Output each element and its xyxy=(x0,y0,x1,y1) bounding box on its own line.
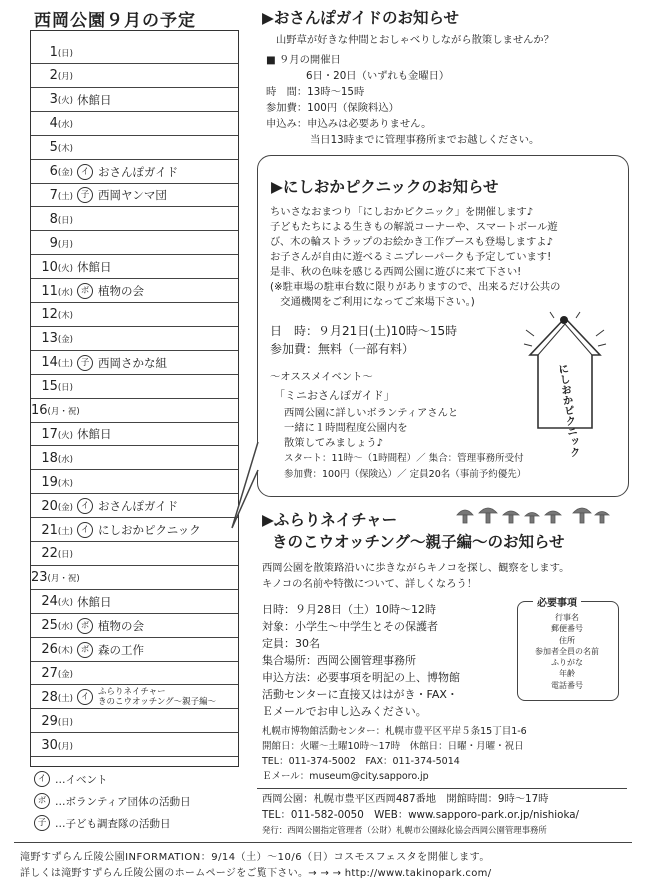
day-number: 2 xyxy=(49,68,58,84)
calendar-date xyxy=(31,475,73,490)
calendar-event xyxy=(77,618,144,634)
day-number: 17 xyxy=(41,426,58,442)
picnic-body xyxy=(270,205,560,310)
calendar-row xyxy=(31,639,238,662)
kinoko-method-3: Ｅメールでお申し込みください。 xyxy=(262,705,427,718)
picnic-fee: 参加費：無料（一部有料） xyxy=(270,342,415,356)
day-of-week: (木) xyxy=(57,144,73,155)
nishioka-contact: TEL：011-582-0050 WEB：www.sapporo-park.or.jp/nishioka/ xyxy=(262,809,580,821)
picnic-osusume: 〜オススメイベント〜 xyxy=(270,371,373,383)
calendar-row xyxy=(31,352,238,375)
kinoko-capacity: 定員：30名 xyxy=(262,637,320,650)
day-of-week: (火) xyxy=(57,598,73,609)
day-number: 11 xyxy=(41,283,58,299)
sanpo-apply: 申込み：申込みは必要ありません。 xyxy=(266,118,432,130)
calendar-event xyxy=(77,522,201,538)
calendar-row xyxy=(31,137,238,160)
legend-badge: 子 xyxy=(34,815,50,831)
day-of-week: (水) xyxy=(57,120,73,131)
calendar-event xyxy=(77,498,178,514)
picnic-body-line: (※駐車場の駐車台数に限りがありますので、出来るだけ公共の xyxy=(270,281,561,293)
picnic-mini-fee: 参加費：100円（保険込）／ 定員20名（事前予約優先） xyxy=(284,469,527,480)
calendar-row xyxy=(31,161,238,184)
event-label: 休館日 xyxy=(77,260,112,275)
picnic-body-line: 子どもたちによる生きもの解説コーナーや、スマートボール遊 xyxy=(270,221,558,233)
picnic-body-line: お子さんが自由に遊べるミニプレーパークも予定しています! xyxy=(270,251,552,263)
legend-text: …ボランティア団体の活動日 xyxy=(55,795,191,808)
requirements-title: 必要事項 xyxy=(533,594,581,609)
calendar-legend xyxy=(34,771,234,837)
picnic-body-line: び、木の輪ストラップのお絵かき工作ブースも登場しますよ♪ xyxy=(270,236,554,248)
calendar-date xyxy=(31,570,80,586)
day-of-week: (木) xyxy=(57,646,73,656)
day-of-week: (水) xyxy=(57,454,73,465)
calendar-date xyxy=(31,260,73,275)
event-label: 休館日 xyxy=(77,427,112,442)
day-number: 8 xyxy=(49,211,58,227)
event-label: おさんぽガイド xyxy=(98,499,179,514)
day-number: 9 xyxy=(49,235,58,251)
day-number: 24 xyxy=(41,594,58,610)
calendar-row xyxy=(31,208,238,231)
requirement-item: 郵便番号 xyxy=(551,624,583,634)
calendar-date xyxy=(31,331,73,346)
day-number: 20 xyxy=(41,498,58,514)
calendar-row xyxy=(31,734,238,757)
kinoko-date: 日時：９月28日（土）10時〜12時 xyxy=(262,603,436,616)
calendar-date xyxy=(31,690,73,705)
calendar-event xyxy=(77,164,178,180)
requirement-item: 住所 xyxy=(559,635,575,645)
calendar-date xyxy=(31,188,73,203)
calendar-date xyxy=(31,284,73,299)
calendar-event xyxy=(77,594,112,610)
kinoko-method-2: 活動センターに直接又ははがき・FAX・ xyxy=(262,688,458,701)
nishioka-address: 西岡公園：札幌市豊平区西岡487番地 開館時間：9時〜17時 xyxy=(262,793,549,805)
day-number: 13 xyxy=(41,331,58,347)
calendar-date xyxy=(31,594,73,609)
day-number: 21 xyxy=(41,522,58,538)
day-number: 1 xyxy=(49,44,58,60)
event-label: 西岡ヤンマ団 xyxy=(98,188,167,203)
kinoko-place: 集合場所：西岡公園管理事務所 xyxy=(262,654,416,667)
kinoko-title-2: きのこウオッチング〜親子編〜のお知らせ xyxy=(272,533,565,551)
event-type-badge: ボ xyxy=(77,618,93,634)
calendar-row xyxy=(31,184,238,207)
day-of-week: (日) xyxy=(57,383,73,394)
day-of-week: (土) xyxy=(57,359,73,370)
event-label: 植物の会 xyxy=(98,284,144,298)
calendar-row xyxy=(31,41,238,64)
day-number: 29 xyxy=(41,713,58,729)
kinoko-method-1: 申込方法：必要事項を明記の上、博物館 xyxy=(262,671,460,684)
divider xyxy=(257,788,627,789)
sanpo-schedule-dates: 6日・20日（いずれも金曜日） xyxy=(306,70,450,82)
picnic-body-line: ちいさなおまつり「にしおかピクニック」を開催します♪ xyxy=(270,206,534,218)
calendar-row xyxy=(31,65,238,88)
picnic-mini-title: 「ミニおさんぽガイド」 xyxy=(274,389,395,402)
calendar-event xyxy=(77,92,112,108)
nishioka-publisher: 発行：西岡公園指定管理者（公財）札幌市公園緑化協会西岡公園管理事務所 xyxy=(262,825,547,835)
sanpo-apply-2: 当日13時までに管理事務所までお越しください。 xyxy=(310,134,540,146)
calendar-date xyxy=(31,546,73,561)
calendar-date xyxy=(31,738,73,753)
calendar-date xyxy=(31,427,73,442)
event-label: 休館日 xyxy=(77,594,112,609)
calendar-row xyxy=(31,113,238,136)
calendar-row xyxy=(31,495,238,518)
picnic-mini-body-line: 散策してみましょう♪ xyxy=(284,437,384,449)
day-of-week: (月) xyxy=(57,72,73,83)
kinoko-intro-2: キノコの名前や特徴について、詳しくなろう！ xyxy=(262,578,478,590)
calendar-date xyxy=(31,92,73,107)
calendar-row xyxy=(31,423,238,446)
calendar-row xyxy=(31,543,238,566)
day-number: 16 xyxy=(31,403,48,418)
requirement-item: 年齢 xyxy=(559,669,575,679)
calendar-date xyxy=(31,379,73,394)
day-number: 27 xyxy=(41,665,58,681)
calendar-date xyxy=(31,523,73,538)
day-of-week: (水) xyxy=(57,622,73,633)
calendar-date xyxy=(31,642,73,657)
event-label: 休館日 xyxy=(77,92,112,107)
calendar-row xyxy=(31,471,238,494)
requirement-item: ふりがな xyxy=(551,658,583,668)
calendar-row xyxy=(31,447,238,470)
picnic-body-line: 是非、秋の色味を感じる西岡公園に遊びに来て下さい! xyxy=(270,266,522,278)
calendar-row xyxy=(31,591,238,614)
calendar-event xyxy=(77,355,167,371)
event-label: 森の工作 xyxy=(98,642,144,657)
legend-badge: イ xyxy=(34,771,50,787)
event-label: 西岡さかな組 xyxy=(98,355,167,370)
picnic-date: 日 時：９月21日(土)10時〜15時 xyxy=(270,324,458,338)
day-number: 26 xyxy=(41,642,58,657)
calendar-row xyxy=(31,256,238,279)
bird-icon xyxy=(560,316,568,324)
day-number: 7 xyxy=(49,187,58,203)
kinoko-intro-1: 西岡公園を散策路沿いに歩きながらキノコを探し、観察をします。 xyxy=(262,562,570,574)
calendar-row xyxy=(31,519,238,542)
calendar-date xyxy=(31,212,73,227)
calendar-row xyxy=(31,710,238,733)
legend-item xyxy=(34,793,234,809)
calendar-event xyxy=(77,259,112,275)
day-of-week: (日) xyxy=(57,550,73,561)
picnic-sign-text: にしおかピクニック xyxy=(556,362,582,459)
picnic-mini-body-line: 西岡公園に詳しいボランティアさんと xyxy=(284,407,459,419)
day-of-week: (金) xyxy=(57,168,73,178)
day-of-week: (火) xyxy=(57,430,73,441)
calendar-row xyxy=(31,662,238,685)
calendar-date xyxy=(31,451,73,466)
day-of-week: (土) xyxy=(57,191,73,202)
day-number: 18 xyxy=(41,450,58,466)
kinoko-title-1: ▶ふらりネイチャー xyxy=(262,511,398,529)
day-of-week: (土) xyxy=(57,693,73,704)
calendar-date xyxy=(31,666,73,681)
day-of-week: (水) xyxy=(57,287,73,298)
day-of-week: (火) xyxy=(57,263,73,274)
sanpo-fee: 参加費：100円（保険料込） xyxy=(266,102,399,114)
event-label-multiline xyxy=(98,687,216,707)
calendar-date xyxy=(31,140,73,155)
day-number: 5 xyxy=(49,140,58,156)
calendar-row xyxy=(31,400,238,423)
event-label: ふらりネイチャー xyxy=(98,687,166,698)
calendar-date xyxy=(31,307,73,322)
day-of-week: (月・祝) xyxy=(47,574,80,585)
event-sublabel: きのこウオッチング〜親子編〜 xyxy=(98,697,217,708)
calendar-date xyxy=(31,68,73,83)
footer-info: 滝野すずらん丘陵公園INFORMATION：9/14（土）〜10/6（日）コスモスフェスタを開催します。 xyxy=(20,852,490,863)
museum-phone: TEL：011-374-5002 FAX：011-374-5014 xyxy=(262,756,460,767)
day-of-week: (日) xyxy=(57,48,73,59)
day-number: 22 xyxy=(41,546,58,562)
day-number: 14 xyxy=(41,355,58,371)
day-of-week: (木) xyxy=(57,478,73,489)
legend-item xyxy=(34,815,234,831)
calendar-row xyxy=(31,304,238,327)
requirement-item: 参加者全員の名前 xyxy=(535,646,599,656)
picnic-body-line: 交通機関をご利用になってご来場下さい。) xyxy=(270,296,475,308)
calendar-date xyxy=(31,236,73,251)
event-type-badge: イ xyxy=(77,164,93,180)
calendar-event xyxy=(77,187,167,203)
day-of-week: (火) xyxy=(57,96,73,107)
picnic-mini-start: スタート：11時〜（1時間程）／ 集合：管理事務所受付 xyxy=(284,453,524,464)
day-of-week: (土) xyxy=(57,526,73,537)
calendar-row xyxy=(31,328,238,351)
calendar-row xyxy=(31,280,238,303)
calendar-date xyxy=(31,499,73,514)
day-of-week: (金) xyxy=(57,669,73,680)
event-type-badge: イ xyxy=(77,522,93,538)
day-number: 25 xyxy=(41,618,58,634)
sanpo-title: ▶おさんぽガイドのお知らせ xyxy=(262,9,459,27)
day-of-week: (日) xyxy=(57,215,73,226)
day-of-week: (月) xyxy=(57,239,73,250)
event-type-badge: ボ xyxy=(77,642,93,658)
sanpo-lead: 山野草が好きな仲間とおしゃべりしながら散策しませんか？ xyxy=(276,34,555,46)
calendar-event xyxy=(77,642,144,658)
legend-item xyxy=(34,771,234,787)
calendar-table xyxy=(30,30,239,767)
event-label: にしおかピクニック xyxy=(98,523,201,537)
requirements-list xyxy=(517,612,617,691)
day-number: 15 xyxy=(41,379,58,395)
event-label: おさんぽガイド xyxy=(98,164,179,179)
day-number: 12 xyxy=(41,307,58,323)
calendar-row xyxy=(31,232,238,255)
calendar-title: 西岡公園９月の予定 xyxy=(34,11,196,31)
calendar-event xyxy=(77,687,216,707)
museum-address: 札幌市博物館活動センター：札幌市豊平区平岸５条15丁目1-6 xyxy=(262,726,527,737)
calendar-row xyxy=(31,686,238,709)
requirement-item: 電話番号 xyxy=(551,680,583,690)
legend-badge: ボ xyxy=(34,793,50,809)
day-number: 28 xyxy=(41,689,58,705)
sanpo-time: 時 間：13時〜15時 xyxy=(266,86,365,98)
day-of-week: (木) xyxy=(57,311,73,322)
calendar-row xyxy=(31,376,238,399)
picnic-mini-body-line: 一緒に１時間程度公園内を xyxy=(284,422,408,434)
event-type-badge: 子 xyxy=(77,355,93,371)
legend-text: …子ども調査隊の活動日 xyxy=(55,817,171,830)
day-number: 10 xyxy=(41,259,58,275)
calendar-date xyxy=(31,403,80,418)
day-number: 30 xyxy=(41,737,58,753)
day-of-week: (金) xyxy=(57,502,73,513)
day-of-week: (金) xyxy=(57,335,73,346)
calendar-date xyxy=(31,116,73,131)
legend-text: …イベント xyxy=(55,773,108,786)
day-number: 3 xyxy=(49,92,58,108)
event-type-badge: イ xyxy=(77,689,93,705)
sanpo-schedule-label: ■ ９月の開催日 xyxy=(266,54,341,66)
day-number: 23 xyxy=(31,570,48,586)
mushroom-icon xyxy=(455,503,615,527)
calendar-date xyxy=(31,355,73,370)
footer-link: 詳しくは滝野すずらん丘陵公園のホームページをご覧下さい。→ → → http://www.takinopark.com/ xyxy=(20,868,492,879)
calendar-date xyxy=(31,164,73,179)
day-number: 6 xyxy=(49,164,58,179)
day-number: 19 xyxy=(41,474,58,490)
event-label: 植物の会 xyxy=(98,618,144,633)
calendar-date xyxy=(31,45,73,60)
kinoko-target: 対象：小学生〜中学生とその保護者 xyxy=(262,620,438,633)
event-type-badge: 子 xyxy=(77,187,93,203)
day-number: 4 xyxy=(49,116,58,132)
day-of-week: (月・祝) xyxy=(47,407,80,417)
museum-email: Ｅメール：museum@city.sapporo.jp xyxy=(262,771,429,782)
calendar-row xyxy=(31,89,238,112)
picnic-mini-body xyxy=(284,406,458,451)
calendar-date xyxy=(31,618,73,633)
museum-hours: 開館日：火曜〜土曜10時〜17時 休館日：日曜・月曜・祝日 xyxy=(262,741,524,752)
event-type-badge: ボ xyxy=(77,283,93,299)
day-of-week: (月) xyxy=(57,741,73,752)
day-of-week: (日) xyxy=(57,717,73,728)
calendar-date xyxy=(31,714,73,729)
requirement-item: 行事名 xyxy=(555,613,579,622)
calendar-row xyxy=(31,615,238,638)
calendar-event xyxy=(77,426,112,442)
calendar-row xyxy=(31,567,238,590)
calendar-event xyxy=(77,283,144,299)
event-type-badge: イ xyxy=(77,498,93,514)
picnic-title: ▶にしおかピクニックのお知らせ xyxy=(271,178,499,196)
